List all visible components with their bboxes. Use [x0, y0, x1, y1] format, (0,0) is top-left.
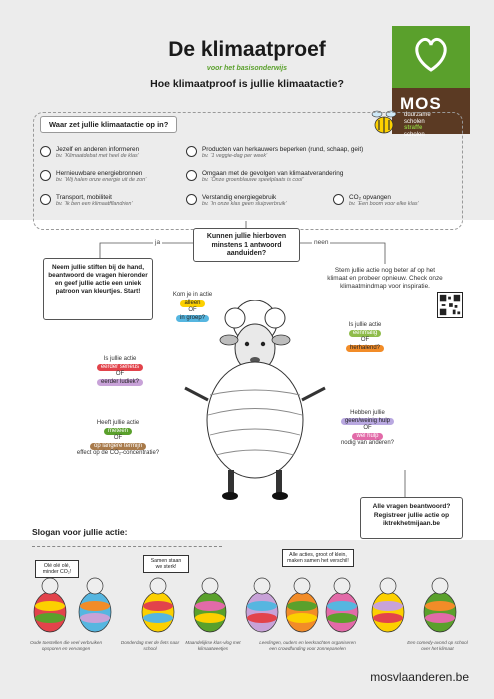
sheep-illustration-icon	[180, 300, 330, 500]
answer-group[interactable]: in groep?	[176, 315, 209, 323]
option-transport[interactable]: Transport, mobiliteit bv. ‘Ik ben een klimaatfflandrien’	[40, 194, 133, 207]
caption-5: Een comedy-avond op school over het klimaat	[407, 640, 468, 651]
answer-serious[interactable]: eerder serieus	[97, 364, 143, 372]
answer-once[interactable]: eenmalig	[349, 330, 381, 338]
caption-2: Donderdag met de fiets naar school	[120, 640, 180, 651]
start-instructions: Neem jullie stiften bij de hand, beantwoord de vragen hieronder en geef jullie actie een uniek patroon van kleurtjes. Start!	[43, 258, 153, 320]
question-help: Hebben jullie geen/weinig hulp OF wel hulp nodig van anderen?	[340, 410, 395, 446]
page-title: De klimaatproef	[168, 38, 326, 61]
caption-3: Maandelijkse klas-vlog met klimaatweetjes	[185, 640, 241, 651]
answer-immediate[interactable]: meteen	[104, 428, 132, 436]
sign-3: Alle acties, groot of klein, maken samen het verschil!	[282, 549, 354, 567]
website-link[interactable]: mosvlaanderen.be	[370, 670, 469, 684]
qr-code-icon[interactable]	[437, 292, 463, 318]
register-box[interactable]: Alle vragen beantwoord? Registreer jullie actie op iktrekhetmijaan.be	[360, 497, 463, 539]
logo-tagline: duurzame scholen straffe scholen	[404, 112, 431, 138]
center-question: Kunnen jullie hierboven minstens 1 antwoord aanduiden?	[193, 228, 300, 262]
option-ruminants[interactable]: Producten van herkauwers beperken (rund, schaap, geit) bv. ‘1 veggie-dag per week’	[186, 146, 363, 159]
logo-name: MOS	[400, 94, 442, 113]
page-subtitle: voor het basisonderwijs	[206, 65, 288, 72]
sign-2: Samen staan we sterk!	[143, 555, 189, 573]
slogan-writing-line[interactable]	[32, 546, 222, 547]
option-co2-capture[interactable]: CO₂ opvangen bv. ‘Een boom voor elke klas’	[333, 194, 419, 207]
sign-1: Olé olé olé, minder CO₂!	[35, 560, 79, 578]
caption-1: Oude toestellen die veel verbruiken opsporen en vervangen	[29, 640, 102, 651]
option-adaptation[interactable]: Omgaan met de gevolgen van klimaatverandering bv. ‘Onze groenblauwe speelplaats is cool’	[186, 170, 343, 183]
yes-label: ja	[155, 239, 161, 246]
retry-note: Stem jullie actie nog beter af op het klimaat en probeer opnieuw. Check onze klimaatmindmap voor inspiratie.	[327, 267, 443, 290]
option-inform[interactable]: Jezelf en anderen informeren bv. ‘Klimaatdebat met heel de klas’	[40, 146, 139, 159]
question-alone-group: Kom je in actie alleen OF in groep?	[172, 292, 213, 321]
answer-playful[interactable]: eerder ludiek?	[97, 379, 143, 387]
question-tone: Is jullie actie eerder serieus OF eerder ludiek?	[85, 356, 155, 386]
main-question: Hoe klimaatproof is jullie klimaatactie?	[150, 78, 344, 90]
question-effect: Heeft jullie actie meteen OF op langere termijn effect op de CO₂-concentratie?	[76, 420, 160, 456]
actions-box-label: Waar zet jullie klimaatactie op in?	[40, 116, 177, 133]
caption-4: Leerlingen, ouders en leerkrachten organiseren een crowdfunding voor zonnepanelen	[259, 640, 356, 651]
option-energy-use[interactable]: Verstandig energiegebruik bv. ‘In onze klas geen sluipverbruik’	[186, 194, 287, 207]
answer-little-help[interactable]: geen/weinig hulp	[341, 418, 394, 426]
option-renewable[interactable]: Hernieuwbare energiebronnen bv. ‘Wij halen onze energie uit de zon’	[40, 170, 146, 183]
answer-repeating[interactable]: herhalend?	[346, 345, 384, 353]
question-frequency: Is jullie actie eenmalig OF herhalend?	[335, 322, 395, 352]
answer-long-term[interactable]: op langere termijn	[90, 443, 146, 451]
slogan-label: Slogan voor jullie actie:	[32, 527, 128, 537]
answer-alone[interactable]: alleen	[180, 300, 204, 308]
no-label: neen	[314, 239, 329, 246]
answer-help[interactable]: wel hulp	[352, 433, 382, 441]
